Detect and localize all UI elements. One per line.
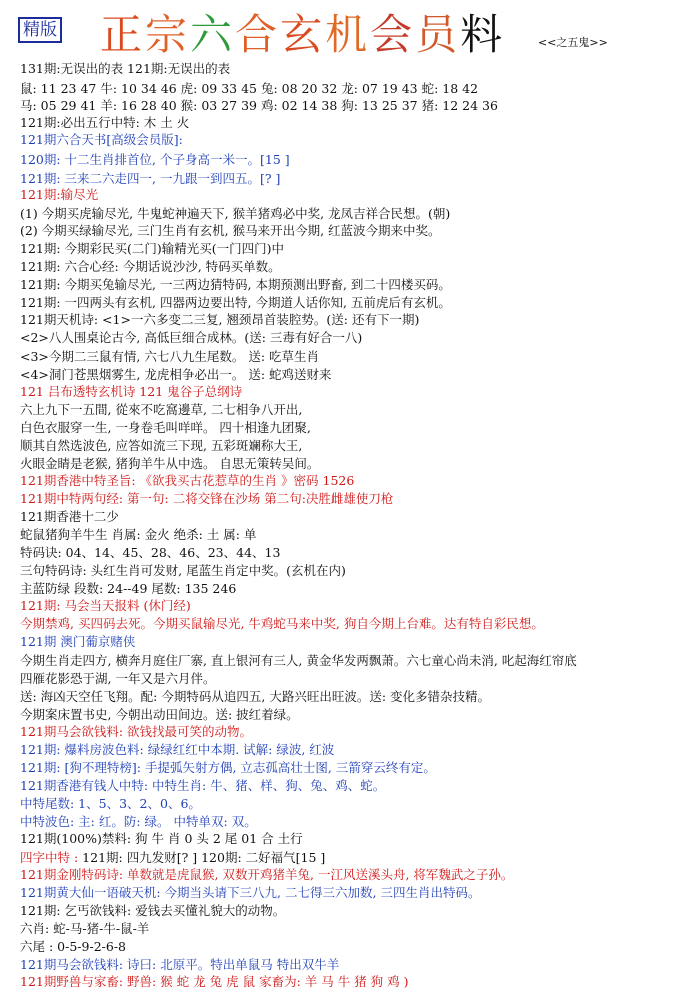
- text-line: 120期: 十二生肖排首位, 个子身高一米一。[15 ]: [20, 152, 290, 167]
- text-line: 121期: 三来二六走四一, 一九跟一到四五。[? ]: [20, 171, 281, 186]
- text-line: 121 吕布透特玄机诗 121 鬼谷子总纲诗: [20, 384, 243, 399]
- text-line: 三句特码诗: 头红生肖可发财, 尾蓝生肖定中奖。(玄机在内): [20, 563, 346, 578]
- text-line: 121期香港十二少: [20, 509, 119, 524]
- text-line: 121期中特两句经: 第一句: 二将交锋在沙场 第二句:决胜雌雄使刀枪: [20, 491, 394, 506]
- text-line: 121期: 乞丐欲钱料: 爱钱去买懂礼貌大的动物。: [20, 903, 286, 918]
- text-line: 131期:无误出的表 121期:无误出的表: [20, 61, 231, 76]
- title-char: 合: [235, 10, 281, 59]
- title-char: 六: [190, 10, 236, 59]
- text-line: 121期香港中特圣旨: 《欲我买古花惹草的生肖 》密码 1526: [20, 473, 355, 488]
- text-line-lead: 四字中特 :: [20, 850, 79, 865]
- text-line: 121期香港有钱人中特: 中特生肖: 牛、猪、样、狗、兔、鸡、蛇。: [20, 778, 386, 793]
- text-line: 121期: 一四两头有玄机, 四器两边要出特, 今期道人话你知, 五前虎后有玄机。: [20, 295, 451, 310]
- text-line: 中特波色: 主: 红。防: 绿。 中特单双: 双。: [20, 814, 257, 829]
- text-line: 主蓝防绿 段数: 24--49 尾数: 135 246: [20, 581, 237, 596]
- text-line: 121期: 马会当天报料 (休门经): [20, 598, 191, 613]
- page-title: [100, 2, 505, 62]
- text-line: 白色衣服穿一生, 一身卷毛叫咩咩。 四十相逢九团聚,: [20, 420, 311, 435]
- text-line: <3>今期二三鼠有情, 六七八九生尾数。 送: 吃草生肖: [20, 349, 320, 364]
- text-line: 六尾 : 0-5-9-2-6-8: [20, 939, 126, 954]
- text-line: 四字中特 : 121期: 四九发财[? ] 120期: 二好福气[15 ]: [20, 850, 326, 865]
- text-line: 121期: 爆料房波色料: 绿绿红红中本期. 试解: 绿波, 红波: [20, 742, 335, 757]
- text-line: <2>八人围桌论古今, 高低巨细合成林。(送: 三毒有好合一八): [20, 330, 363, 345]
- title-char: 料: [460, 10, 506, 59]
- text-line: 121期 澳门葡京赌侠: [20, 634, 136, 649]
- text-line: 送: 海凶天空任飞翔。配: 今期特码从追四五, 大路兴旺出旺波。送: 变化多错杂技精。: [20, 689, 491, 704]
- text-line: 今期案床置书史, 今朝出动田间边。送: 披红着绿。: [20, 707, 299, 722]
- text-line: 蛇鼠猪狗羊牛生 肖属: 金火 绝杀: 土 属: 单: [20, 527, 257, 542]
- text-line: 121期: 今期彩民买(二门)输精光买(一门四门)中: [20, 241, 285, 256]
- text-line: (1) 今期买虎输尽光, 牛鬼蛇神遍天下, 猴羊猪鸡必中奖, 龙凤吉祥合民想。(朝): [20, 206, 451, 221]
- text-line: 121期:必出五行中特: 木 土 火: [20, 115, 190, 130]
- text-line: 121期天机诗: <1>一六多变二三复, 翘颈昂首装腔势。(送: 还有下一期): [20, 312, 420, 327]
- text-line: 顺其自然选波色, 应答如流三下现, 五彩斑斓称大王,: [20, 438, 303, 453]
- text-line: 121期(100%)禁料: 狗 牛 肖 0 头 2 尾 01 合 土行: [20, 831, 303, 846]
- text-line: 六上九下一五間, 從來不吃窩邊草, 二七相争八开出,: [20, 402, 303, 417]
- text-line: 马: 05 29 41 羊: 16 28 40 猴: 03 27 39 鸡: 02 14 38 狗: 13 25 37 猪: 12 24 36: [20, 98, 498, 113]
- text-line: 今期生肖走四方, 横奔月庭住厂寨, 直上银河有三人, 黄金华发两飘萧。六七童心尚未消, 叱起海红帘底: [20, 653, 577, 668]
- text-line: 121期金刚特码诗: 单数就是虎鼠猴, 双数开鸡猪羊兔, 一江风送溪头舟, 将军魏武之子孙。: [20, 867, 514, 882]
- text-line: 121期马会欲钱料: 诗曰: 北原平。特出单鼠马 特出双牛羊: [20, 957, 340, 972]
- text-line: 鼠: 11 23 47 牛: 10 34 46 虎: 09 33 45 兔: 08 20 32 龙: 07 19 43 蛇: 18 42: [20, 81, 479, 96]
- edition-badge: 精版: [18, 17, 62, 43]
- title-char: 玄: [280, 10, 326, 59]
- text-line: 火眼金睛是老猴, 猪狗羊牛从中选。 自思无策转吴间。: [20, 456, 320, 471]
- text-line: 121期: 六合心经: 今期话说沙沙, 特码买单数。: [20, 259, 281, 274]
- text-line: <4>洞门苍黑烟雾生, 龙虎相争必出一。 送: 蛇鸡送财来: [20, 367, 332, 382]
- title-char: 正: [100, 10, 146, 59]
- text-line: (2) 今期买绿输尽光, 三门生肖有玄机, 猴马来开出今期, 红蓝波今期来中奖。: [20, 223, 441, 238]
- text-line: 今期禁鸡, 买四码去死。今期买鼠输尽光, 牛鸡蛇马来中奖, 狗自今期上台难。达有特自彩民想。: [20, 616, 544, 631]
- header: [0, 0, 690, 60]
- text-line: 中特尾数: 1、5、3、2、0、6。: [20, 796, 201, 811]
- title-char: 机: [325, 10, 371, 59]
- text-line: 121期黄大仙一语破天机: 今期当头请下三八九, 二七得三六加数, 三四生肖出特码。: [20, 885, 481, 900]
- text-line: 六肖: 蛇-马-猪-牛-鼠-羊: [20, 921, 150, 936]
- text-line: 121期六合天书[高级会员版]:: [20, 132, 183, 147]
- text-line: 四雁花影恐于湖, 一年又是六月伴。: [20, 671, 216, 686]
- text-line: 121期:输尽光: [20, 187, 99, 202]
- text-line: 121期野兽与家畜: 野兽: 猴 蛇 龙 兔 虎 鼠 家畜为: 羊 马 牛 猪 狗 鸡 ): [20, 974, 409, 989]
- title-char: 会: [370, 10, 416, 59]
- title-char: 宗: [145, 10, 191, 59]
- title-char: 员: [415, 10, 461, 59]
- text-line: 特码诀: 04、14、45、28、46、23、44、13: [20, 545, 281, 560]
- text-line: 121期马会欲钱料: 欲钱找最可笑的动物。: [20, 724, 253, 739]
- text-line: 121期: [狗不理特榜]: 手提弧矢射方偶, 立志孤高壮士图, 三箭穿云终有定。: [20, 760, 436, 775]
- author-signature: <<之五鬼>>: [538, 36, 608, 49]
- text-line: 121期: 今期买兔输尽光, 一三两边猜特码, 本期预测出野畜, 到二十四楼买码。: [20, 277, 451, 292]
